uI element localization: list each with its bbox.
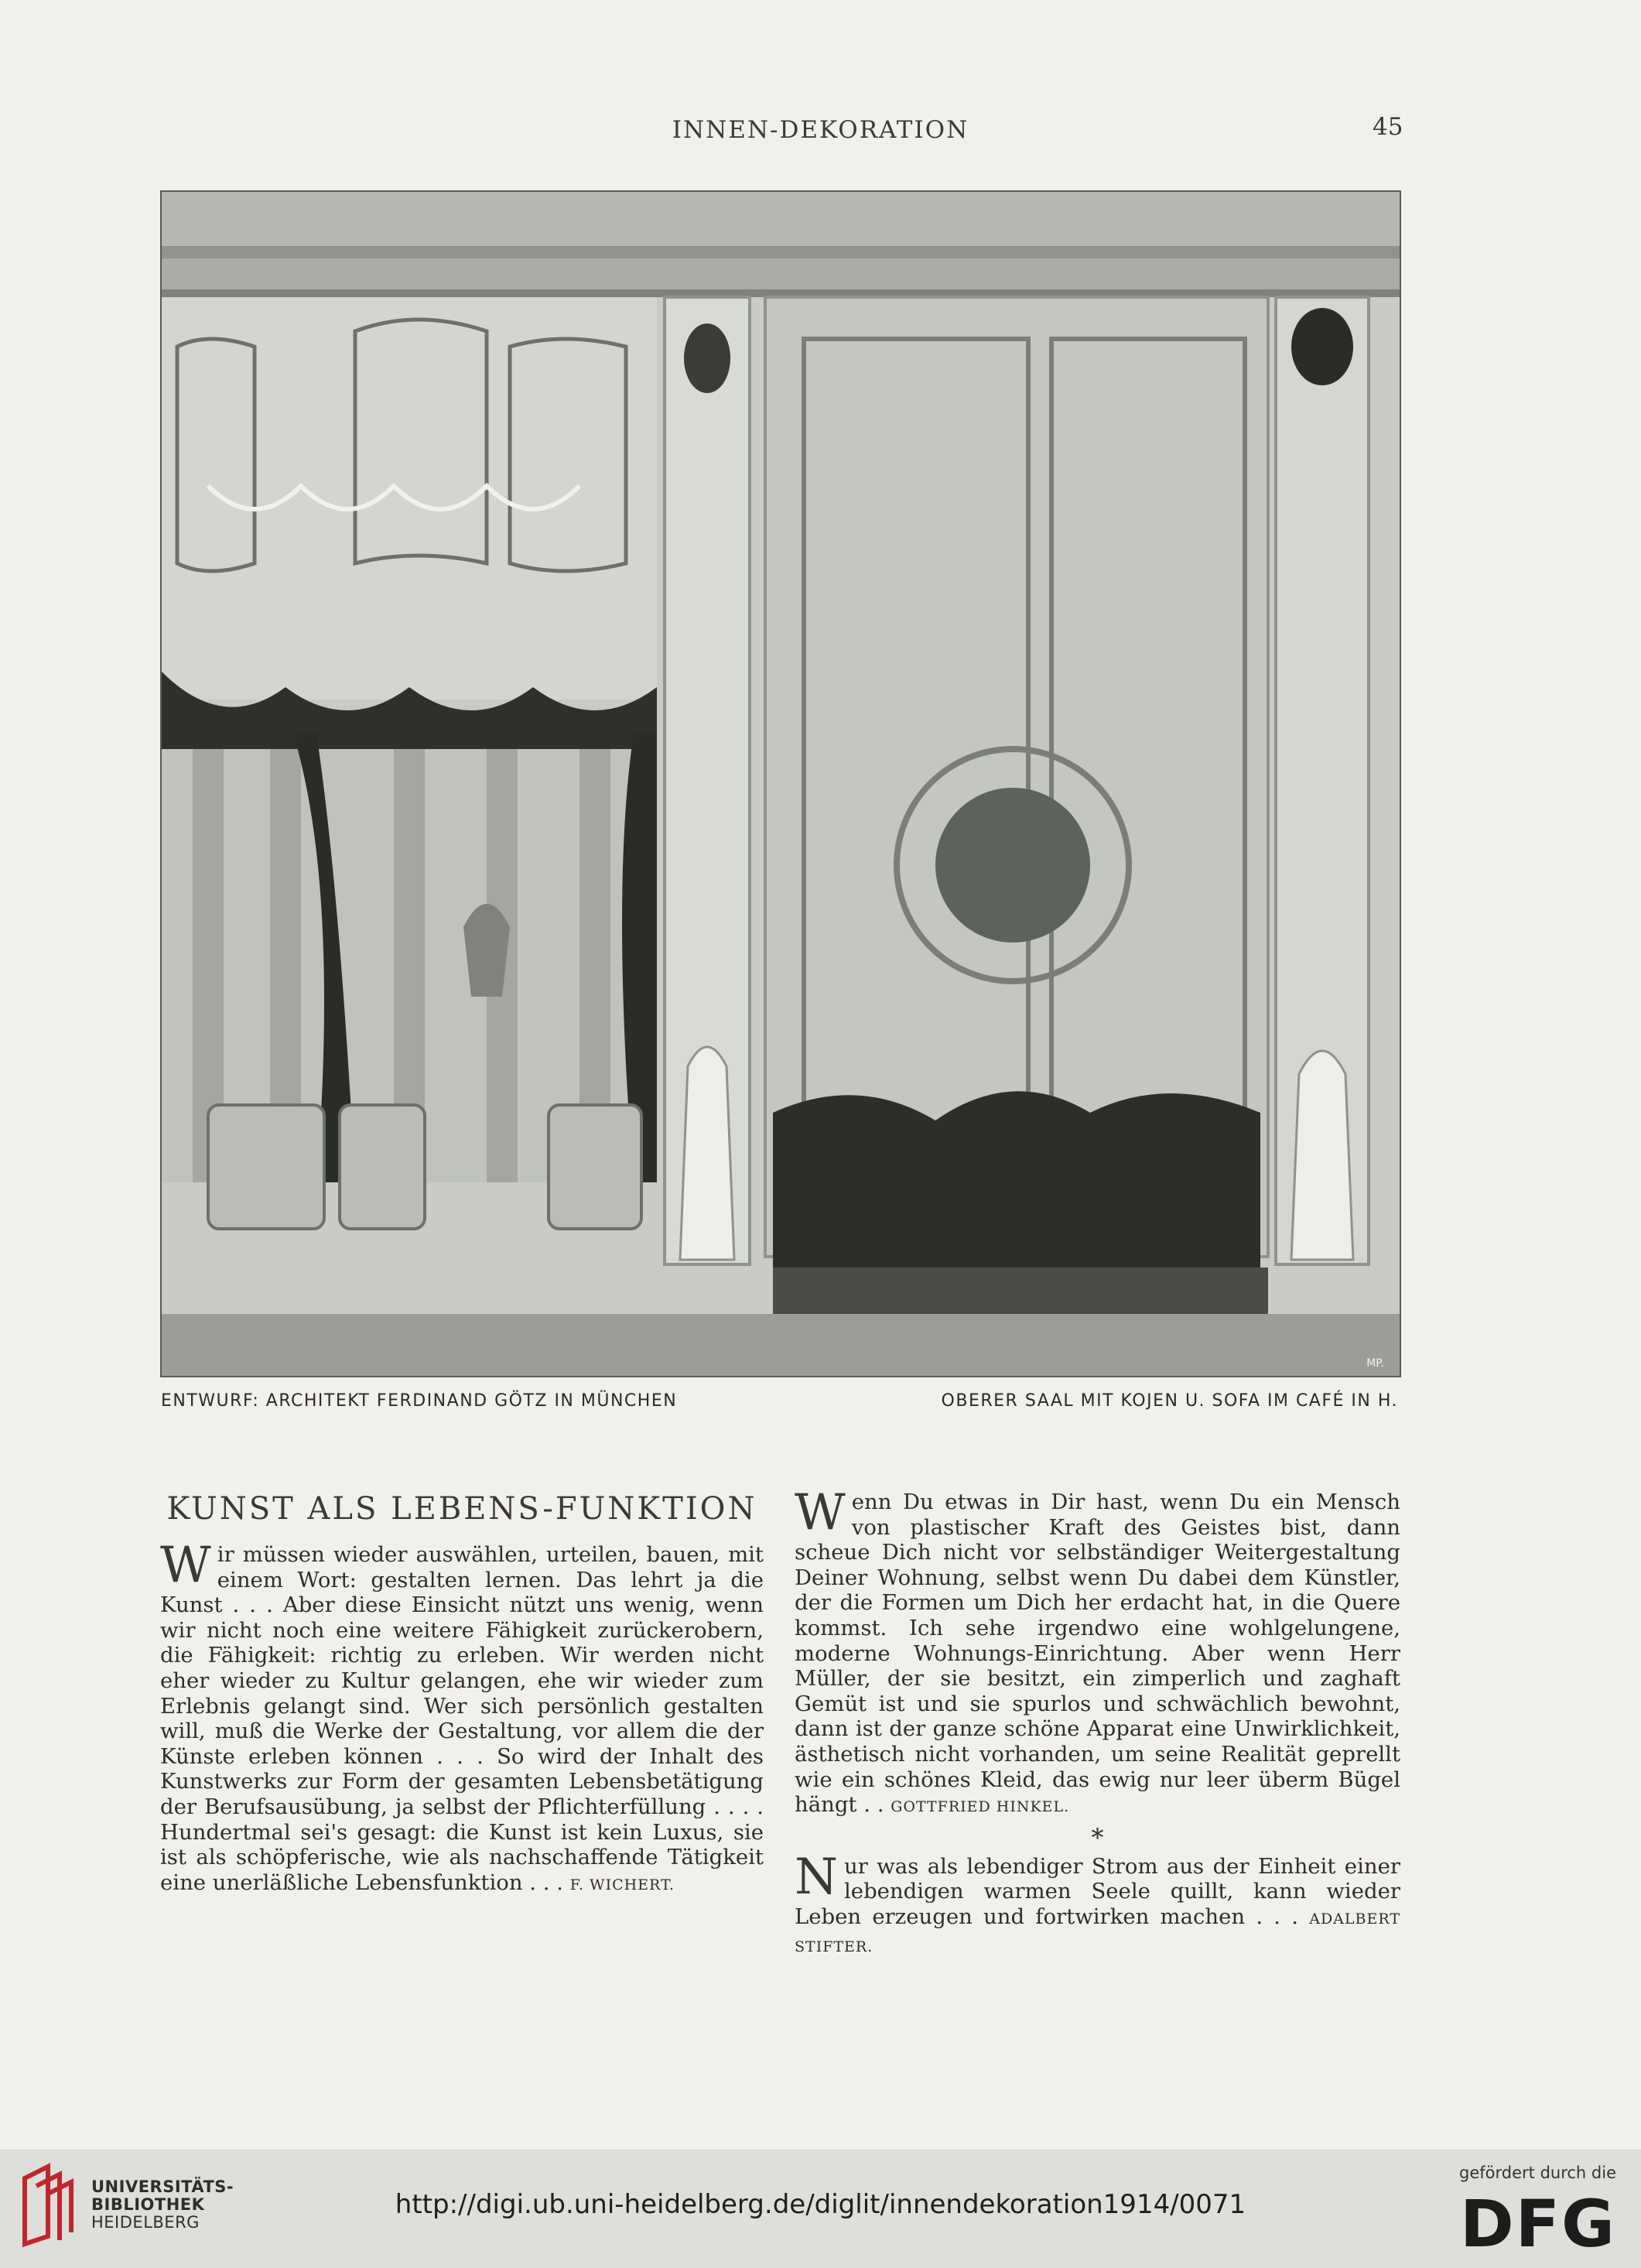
article-heading: KUNST ALS LEBENS-FUNKTION [166, 1491, 757, 1527]
artist-monogram: MP. [1366, 1357, 1384, 1370]
digitization-footer [0, 2150, 1641, 2268]
separator-asterisk: * [1091, 1822, 1104, 1852]
running-title: INNEN-DEKORATION [672, 116, 969, 144]
article-body [160, 1537, 764, 1897]
article-right [795, 1484, 1400, 1959]
author-signature: F. WICHERT. [569, 1876, 675, 1893]
dropcap: W [795, 1484, 846, 1541]
dropcap: N [795, 1848, 838, 1906]
quote-stifter [795, 1848, 1400, 1959]
caption-left: ENTWURF: ARCHITEKT FERDINAND GÖTZ IN MÜNCHEN [161, 1391, 678, 1411]
interior-design-drawing [162, 192, 1400, 1376]
article-left [160, 1490, 764, 1897]
caption-right: OBERER SAAL MIT KOJEN U. SOFA IM CAFÉ IN H. [941, 1391, 1398, 1411]
library-name: UNIVERSITÄTS- BIBLIOTHEK HEIDELBERG [91, 2177, 234, 2232]
quote-text: enn Du etwas in Dir hast, wenn Du ein Mensch von plastischer Kraft des Geistes bist, dann scheue Dich nicht vor selbständiger Weitergestaltung Deiner Wohnung, selbst wenn Du dabei dem Künstler, der die Formen um Dich her erdacht hat, in die Quere kommst. Ich sehe irgendwo eine wohlgelungene, moderne Wohnungs-Einrichtung. Aber wenn Herr Müller, der sie besitzt, ein zimperlich und zaghaft Gemüt ist und sie spurlos und schwächlich bewohnt, dann ist der ganze schöne Apparat eine Unwirklichkeit, ästhetisch nicht vorhanden, um seine Realität geprellt wie ein schönes Kleid, das ewig nur leer überm Bügel hängt . . [795, 1490, 1400, 1818]
funding-text: gefördert durch die [1459, 2164, 1616, 2182]
quote-text: ur was als lebendiger Strom aus der Einheit einer lebendigen warmen Seele quillt, kann wieder Leben erzeugen und fortwirken machen . . . [795, 1853, 1400, 1929]
author-signature: ADALBERT STIFTER. [795, 1910, 1400, 1955]
page-number: 45 [1373, 113, 1403, 141]
quote-hinkel [795, 1484, 1400, 1820]
dropcap: W [160, 1537, 211, 1594]
source-url-link[interactable]: http://digi.ub.uni-heidelberg.de/diglit/innendekoration1914/0071 [395, 2189, 1246, 2220]
dfg-logo: DFG [1459, 2186, 1616, 2262]
author-signature: GOTTFRIED HINKEL. [891, 1798, 1070, 1816]
illustration-plate [160, 190, 1401, 1377]
article-text: ir müssen wieder auswählen, urteilen, bauen, mit einem Wort: gestalten lernen. Das lehrt ja die Kunst . . . Aber diese Einsicht nützt uns wenig, wenn wir nicht noch eine weitere Fähigkeit zurückerobern, die Fähigkeit: richtig zu erleben. Wir werden nicht eher wieder zu Kultur gelangen, ehe wir wieder zum Erlebnis gelangt sind. Wer sich persönlich gestalten will, muß die Werke der Gestaltung, vor allem die der Künste erleben können . . . So wird der Inhalt des Kunstwerks zur Form der gesamten Lebensbetätigung der Berufsausübung, ja selbst der Pflichterfüllung . . . . Hundertmal sei's gesagt: die Kunst ist kein Luxus, sie ist als schöpferische, wie als nachschaffende Tätigkeit eine unerläßliche Lebensfunktion . . . [160, 1542, 764, 1895]
